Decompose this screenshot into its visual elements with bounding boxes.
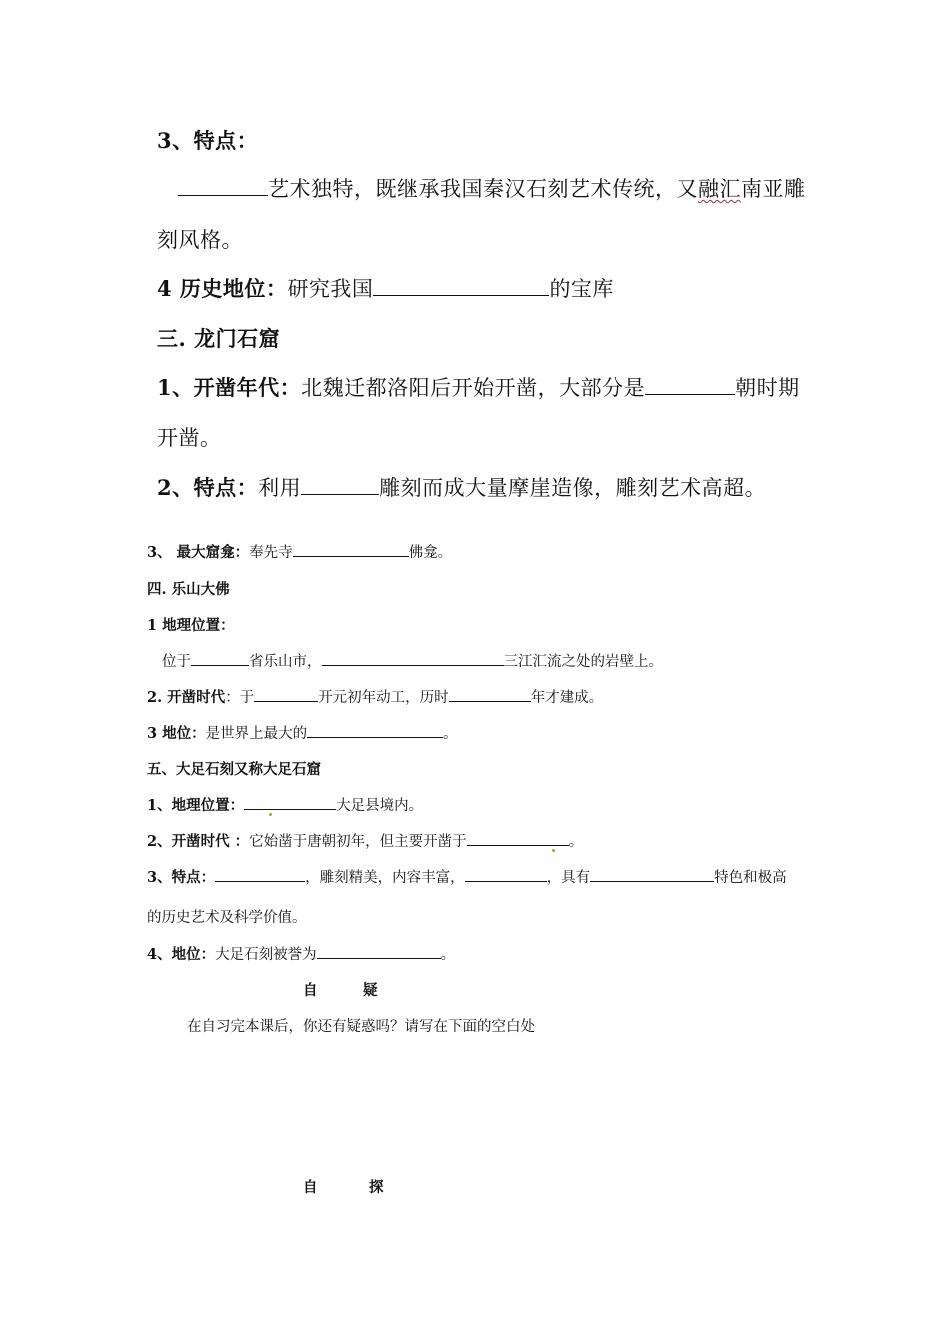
self-doubt-heading-a: 自 (303, 982, 318, 999)
longmen-2-text-b: 雕刻而成大量摩崖造像，雕刻艺术高超。 (379, 476, 767, 500)
section-3-title: 3、特点： (157, 128, 259, 153)
longmen-3-line (147, 541, 452, 562)
longmen-1-text-b: 朝时期 (735, 376, 800, 400)
self-explore-heading-a: 自 (303, 1179, 318, 1196)
dazu-2-line (147, 830, 583, 851)
leshan-1-text-a: 位于 (162, 654, 191, 670)
blank-dazu-feature-3[interactable] (590, 867, 714, 883)
features-paragraph-line1 (178, 173, 806, 203)
history-status-line (157, 273, 614, 303)
blank-dazu-location[interactable] (244, 795, 336, 811)
blank-longmen-buddha[interactable] (293, 542, 409, 558)
blank-longmen-material[interactable] (301, 473, 379, 495)
dazu-4-label: 4、地位： (147, 946, 216, 963)
dazu-4-text-b: 。 (440, 947, 456, 963)
blank-longmen-dynasty[interactable] (645, 373, 735, 395)
leshan-1-label: 1 地理位置： (147, 617, 235, 634)
mark-dot (269, 813, 272, 816)
longmen-3-text-a: 奉先寺 (249, 545, 293, 561)
longmen-3-text-b: 佛龛。 (408, 545, 453, 561)
dazu-3-label: 3、特点： (147, 869, 216, 886)
longmen-1-label: 1、开凿年代： (157, 375, 302, 400)
blank-leshan-location[interactable] (322, 651, 504, 667)
section-dazu-title: 五、大足石刻又称大足石窟 (147, 761, 321, 778)
features-text-a: 艺术独特，既继承我国秦汉石刻艺术传统，又 (268, 177, 698, 201)
mark-dot (552, 849, 555, 852)
blank-leshan-province[interactable] (191, 651, 249, 667)
dazu-4-text-a: 大足石刻被誉为 (215, 947, 317, 963)
history-status-text-a: 研究我国 (287, 277, 374, 301)
dazu-3-line1 (147, 866, 787, 887)
self-doubt-heading-b: 疑 (363, 982, 378, 999)
dazu-4-line (147, 943, 455, 964)
longmen-3-label: 3、 最大窟龛： (147, 544, 250, 561)
features-text-wavy: 融汇 (698, 177, 741, 201)
self-doubt-prompt: 在自习完本课后，你还有疑惑吗？请写在下面的空白处 (187, 1019, 535, 1035)
blank-dazu-status[interactable] (317, 944, 441, 960)
dazu-3-text-a: ，雕刻精美，内容丰富， (305, 870, 465, 886)
history-status-text-b: 的宝库 (549, 277, 614, 301)
leshan-3-text-b: 。 (443, 726, 458, 742)
blank-dazu-feature-1[interactable] (215, 867, 305, 883)
dazu-3-text-b: ，具有 (546, 870, 591, 886)
leshan-2-text-a: ：于 (225, 690, 255, 706)
blank-dazu-era[interactable] (467, 831, 569, 847)
dazu-1-label: 1、地理位置： (147, 797, 245, 814)
leshan-1-text-c: 三江汇流之处的岩壁上。 (503, 654, 663, 670)
dazu-1-line (147, 794, 423, 815)
history-status-label: 4 历史地位： (157, 276, 288, 301)
leshan-3-line (147, 722, 458, 743)
dazu-3-text-c: 特色和极高 (714, 870, 787, 886)
blank-features-1[interactable] (178, 174, 268, 196)
section-leshan-title: 四. 乐山大佛 (147, 581, 230, 598)
leshan-3-label: 3 地位： (147, 725, 206, 742)
leshan-2-label: 2. 开凿时代 (147, 689, 226, 706)
dazu-1-text: 大足县境内。 (336, 798, 424, 814)
blank-leshan-dynasty[interactable] (254, 687, 318, 703)
longmen-1-line1 (157, 372, 800, 402)
dazu-2-text-b: 。 (568, 834, 584, 850)
features-text-b: 南亚雕 (741, 177, 806, 201)
longmen-2-text-a: 利用 (258, 476, 302, 500)
longmen-1-line2: 开凿。 (157, 426, 222, 450)
self-explore-heading-b: 探 (369, 1179, 384, 1196)
longmen-2-label: 2、特点： (157, 475, 259, 500)
blank-dazu-feature-2[interactable] (465, 867, 547, 883)
leshan-2-text-b: 开元初年动工，历时 (318, 690, 449, 706)
longmen-1-text-a: 北魏迁都洛阳后开始开凿，大部分是 (301, 376, 646, 400)
dazu-3-line2: 的历史艺术及科学价值。 (147, 910, 307, 926)
leshan-1-text-b: 省乐山市， (249, 654, 322, 670)
leshan-1-text-line (162, 650, 663, 671)
dazu-2-text-a: 它始凿于唐朝初年，但主要开凿于 (249, 834, 467, 850)
dazu-2-label: 2、开凿时代 ： (147, 833, 250, 850)
features-paragraph-line2: 刻风格。 (157, 228, 243, 252)
blank-leshan-status[interactable] (307, 723, 443, 739)
leshan-2-line (147, 686, 603, 707)
blank-history-status[interactable] (373, 274, 549, 296)
longmen-2-line (157, 472, 766, 502)
blank-leshan-years[interactable] (449, 687, 531, 703)
leshan-3-text-a: 是世界上最大的 (205, 726, 308, 742)
section-longmen-title: 三. 龙门石窟 (157, 326, 281, 351)
leshan-2-text-c: 年才建成。 (530, 690, 604, 706)
